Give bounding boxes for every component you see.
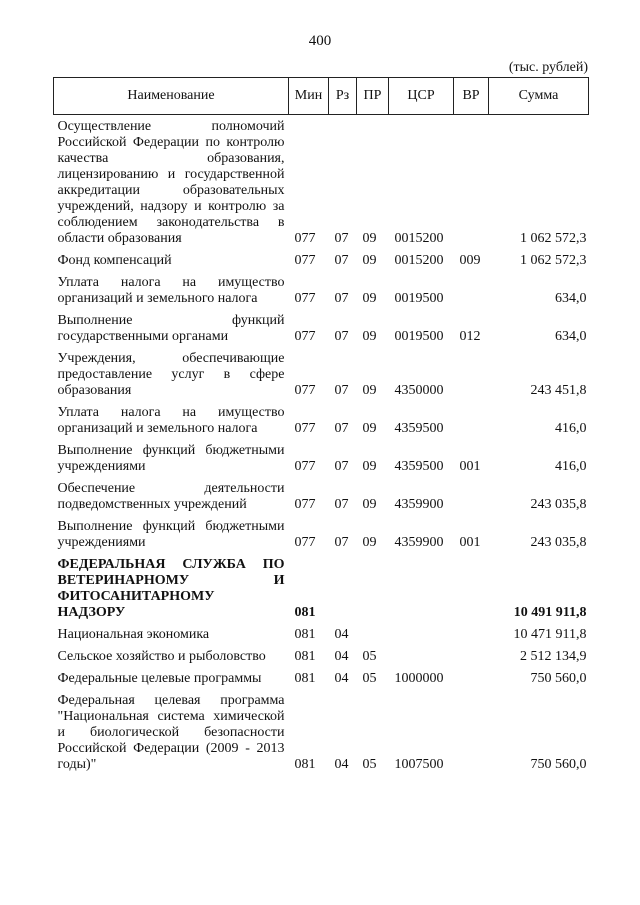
cell-sum: 1 062 572,3 <box>520 253 587 268</box>
cell-pr: 09 <box>362 497 377 512</box>
table-body <box>54 115 589 774</box>
cell-vr: 009 <box>459 253 481 268</box>
cell-pr: 09 <box>362 421 377 436</box>
cell-sum: 10 491 911,8 <box>513 605 587 620</box>
cell-pr: 09 <box>362 231 377 246</box>
cell-vr: 001 <box>459 459 481 474</box>
table-row <box>54 687 589 773</box>
cell-pr: 09 <box>362 291 377 306</box>
cell-pr: 05 <box>362 671 377 686</box>
cell-sum: 2 512 134,9 <box>520 649 587 664</box>
cell-name: Уплата налога на имущество организаций и земельного налога <box>57 275 285 306</box>
header-rz: Рз <box>329 78 357 115</box>
cell-sum: 243 035,8 <box>530 497 587 512</box>
table-row <box>54 551 589 621</box>
cell-min: 081 <box>294 605 316 620</box>
cell-name: Фонд компенсаций <box>57 253 172 268</box>
cell-pr: 05 <box>362 649 377 664</box>
header-min: Мин <box>289 78 329 115</box>
cell-vr <box>454 551 489 621</box>
cell-min: 077 <box>294 231 316 246</box>
cell-name: Обеспечение деятельности подведомственных учреждений <box>57 481 285 512</box>
cell-min: 077 <box>294 497 316 512</box>
cell-csr: 4359500 <box>394 459 444 474</box>
cell-rz <box>329 551 357 621</box>
cell-csr: 4359500 <box>394 421 444 436</box>
cell-sum: 634,0 <box>555 291 587 306</box>
cell-name: Выполнение функций государственными органами <box>57 313 285 344</box>
cell-min: 081 <box>294 627 316 642</box>
cell-csr: 4359900 <box>394 535 444 550</box>
cell-rz: 07 <box>334 329 349 344</box>
cell-rz: 04 <box>334 757 349 772</box>
table-row <box>54 307 589 345</box>
table-row <box>54 621 589 643</box>
cell-csr: 0019500 <box>394 329 444 344</box>
cell-csr: 1000000 <box>394 671 444 686</box>
table-row <box>54 115 589 248</box>
cell-min: 077 <box>294 291 316 306</box>
cell-csr <box>389 551 454 621</box>
cell-rz: 07 <box>334 291 349 306</box>
cell-csr <box>389 621 454 643</box>
table-header-row <box>54 78 589 115</box>
header-pr: ПР <box>357 78 389 115</box>
table-row <box>54 475 589 513</box>
table-row <box>54 643 589 665</box>
cell-rz: 07 <box>334 383 349 398</box>
cell-pr: 09 <box>362 535 377 550</box>
cell-sum: 750 560,0 <box>530 671 587 686</box>
cell-vr: 001 <box>459 535 481 550</box>
cell-pr <box>357 621 389 643</box>
cell-rz: 07 <box>334 421 349 436</box>
cell-sum: 243 451,8 <box>530 383 587 398</box>
table-row <box>54 399 589 437</box>
cell-vr <box>454 399 489 437</box>
cell-sum: 416,0 <box>555 421 587 436</box>
cell-vr <box>454 269 489 307</box>
cell-csr: 0015200 <box>394 231 444 246</box>
cell-min: 077 <box>294 459 316 474</box>
cell-rz: 07 <box>334 231 349 246</box>
cell-vr <box>454 643 489 665</box>
cell-name: Сельское хозяйство и рыболовство <box>57 649 266 664</box>
table-row <box>54 247 589 269</box>
units-label: (тыс. рублей) <box>508 60 588 75</box>
cell-csr: 1007500 <box>394 757 444 772</box>
cell-vr <box>454 475 489 513</box>
cell-pr: 09 <box>362 329 377 344</box>
table-row <box>54 513 589 551</box>
table-row <box>54 437 589 475</box>
cell-rz: 04 <box>334 649 349 664</box>
cell-name: ФЕДЕРАЛЬНАЯ СЛУЖБА ПО ВЕТЕРИНАРНОМУ И ФИТОСАНИТАРНОМУ НАДЗОРУ <box>57 557 285 620</box>
cell-name: Федеральные целевые программы <box>57 671 262 686</box>
header-vr: ВР <box>454 78 489 115</box>
cell-name: Выполнение функций бюджетными учреждениями <box>57 443 285 474</box>
cell-min: 077 <box>294 421 316 436</box>
cell-csr: 4359900 <box>394 497 444 512</box>
cell-sum: 750 560,0 <box>530 757 587 772</box>
cell-rz: 04 <box>334 671 349 686</box>
cell-min: 081 <box>294 757 316 772</box>
cell-csr <box>389 643 454 665</box>
cell-vr: 012 <box>459 329 481 344</box>
cell-name: Национальная экономика <box>57 627 210 642</box>
table-row <box>54 665 589 687</box>
header-sum: Сумма <box>489 78 589 115</box>
cell-name: Выполнение функций бюджетными учреждениями <box>57 519 285 550</box>
cell-rz: 07 <box>334 459 349 474</box>
cell-min: 077 <box>294 329 316 344</box>
cell-pr: 05 <box>362 757 377 772</box>
cell-pr: 09 <box>362 383 377 398</box>
cell-min: 081 <box>294 649 316 664</box>
cell-sum: 634,0 <box>555 329 587 344</box>
cell-vr <box>454 621 489 643</box>
cell-pr: 09 <box>362 253 377 268</box>
cell-csr: 0015200 <box>394 253 444 268</box>
table-row <box>54 345 589 399</box>
header-csr: ЦСР <box>389 78 454 115</box>
cell-sum: 243 035,8 <box>530 535 587 550</box>
cell-vr <box>454 687 489 773</box>
cell-rz: 04 <box>334 627 349 642</box>
budget-table <box>53 77 589 773</box>
cell-csr: 0019500 <box>394 291 444 306</box>
cell-rz: 07 <box>334 497 349 512</box>
cell-name: Федеральная целевая программа "Национальная система химической и биологической безопасности Российской Федерации (2009 - 2013 годы)" <box>57 693 285 772</box>
cell-pr <box>357 551 389 621</box>
cell-name: Осуществление полномочий Российской Федерации по контролю качества образования, лицензированию и государственной аккредитации образовательных учреждений, надзору и контролю за соблюдением законодательства в области образования <box>57 119 285 246</box>
cell-vr <box>454 115 489 248</box>
table-row <box>54 269 589 307</box>
header-name: Наименование <box>54 78 289 115</box>
page-number: 400 <box>308 33 332 49</box>
cell-min: 077 <box>294 253 316 268</box>
cell-rz: 07 <box>334 535 349 550</box>
cell-min: 081 <box>294 671 316 686</box>
cell-pr: 09 <box>362 459 377 474</box>
cell-sum: 1 062 572,3 <box>520 231 587 246</box>
cell-sum: 10 471 911,8 <box>513 627 587 642</box>
cell-vr <box>454 665 489 687</box>
cell-rz: 07 <box>334 253 349 268</box>
cell-min: 077 <box>294 535 316 550</box>
cell-csr: 4350000 <box>394 383 444 398</box>
cell-name: Уплата налога на имущество организаций и земельного налога <box>57 405 285 436</box>
cell-sum: 416,0 <box>555 459 587 474</box>
cell-vr <box>454 345 489 399</box>
cell-name: Учреждения, обеспечивающие предоставление услуг в сфере образования <box>57 351 285 398</box>
cell-min: 077 <box>294 383 316 398</box>
